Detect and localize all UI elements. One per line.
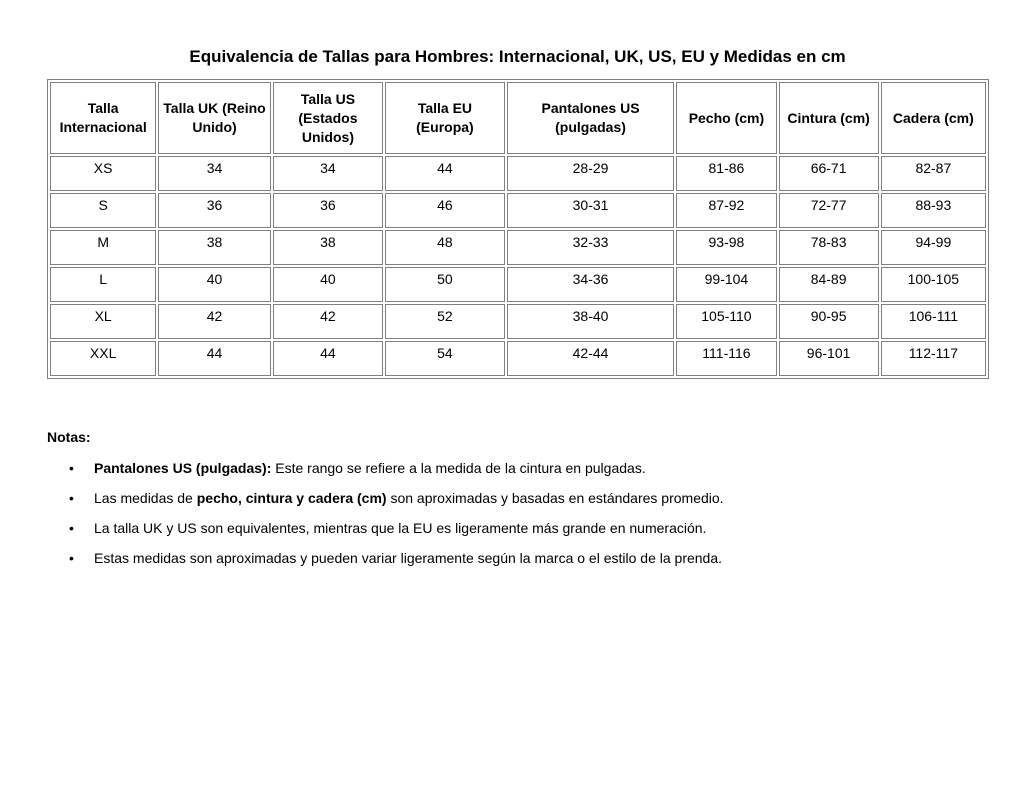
table-row: [50, 230, 986, 265]
table-cell: XXL: [50, 341, 156, 376]
table-cell: 94-99: [881, 230, 986, 265]
table-cell: 38: [158, 230, 270, 265]
page-title: Equivalencia de Tallas para Hombres: Internacional, UK, US, EU y Medidas en cm: [189, 47, 846, 66]
size-table: [47, 79, 989, 379]
table-cell: 105-110: [676, 304, 776, 339]
note-bold-text: pecho, cintura y cadera (cm): [196, 490, 387, 506]
table-cell: 32-33: [507, 230, 675, 265]
note-text: son aproximadas y basadas en estándares promedio.: [386, 490, 724, 506]
table-cell: 40: [158, 267, 270, 302]
table-cell: 78-83: [779, 230, 879, 265]
table-cell: 36: [273, 193, 383, 228]
note-text: La talla UK y US son equivalentes, mientras que la EU es ligeramente más grande en numeración.: [94, 520, 707, 536]
table-cell: 34: [273, 156, 383, 191]
table-cell: 87-92: [676, 193, 776, 228]
header-talla-internacional: Talla Internacional: [50, 82, 156, 154]
table-cell: 72-77: [779, 193, 879, 228]
header-cintura: Cintura (cm): [779, 82, 879, 154]
table-row: [50, 341, 986, 376]
table-cell: 46: [385, 193, 505, 228]
table-cell: L: [50, 267, 156, 302]
table-cell: 34-36: [507, 267, 675, 302]
table-cell: 42-44: [507, 341, 675, 376]
table-cell: 42: [273, 304, 383, 339]
table-cell: 36: [158, 193, 270, 228]
table-cell: 40: [273, 267, 383, 302]
list-item: [47, 459, 987, 489]
note-bold-text: Pantalones US (pulgadas):: [94, 460, 272, 476]
table-cell: 90-95: [779, 304, 879, 339]
table-cell: 42: [158, 304, 270, 339]
table-cell: S: [50, 193, 156, 228]
table-cell: 38: [273, 230, 383, 265]
list-item: [47, 549, 987, 579]
header-pecho: Pecho (cm): [676, 82, 776, 154]
bullet-icon: •: [69, 520, 74, 536]
note-text: Estas medidas son aproximadas y pueden variar ligeramente según la marca o el estilo de la prenda.: [94, 550, 723, 566]
table-cell: 34: [158, 156, 270, 191]
table-cell: 66-71: [779, 156, 879, 191]
table-cell: M: [50, 230, 156, 265]
table-cell: 93-98: [676, 230, 776, 265]
bullet-icon: •: [69, 460, 74, 476]
table-cell: 112-117: [881, 341, 986, 376]
table-cell: 48: [385, 230, 505, 265]
notes-title: Notas:: [47, 429, 91, 445]
header-cadera: Cadera (cm): [881, 82, 986, 154]
table-row: [50, 304, 986, 339]
table-cell: 54: [385, 341, 505, 376]
list-item: [47, 489, 987, 519]
table-row: [50, 193, 986, 228]
table-cell: 106-111: [881, 304, 986, 339]
bullet-icon: •: [69, 550, 74, 566]
table-row: [50, 156, 986, 191]
table-cell: 100-105: [881, 267, 986, 302]
notes-list: [47, 459, 987, 579]
header-talla-eu: Talla EU (Europa): [385, 82, 505, 154]
table-cell: 111-116: [676, 341, 776, 376]
note-text: Este rango se refiere a la medida de la cintura en pulgadas.: [271, 460, 646, 476]
table-cell: 82-87: [881, 156, 986, 191]
bullet-icon: •: [69, 490, 74, 506]
size-table-container: [47, 79, 989, 379]
table-cell: 30-31: [507, 193, 675, 228]
table-cell: XL: [50, 304, 156, 339]
table-cell: 96-101: [779, 341, 879, 376]
table-cell: 44: [385, 156, 505, 191]
table-cell: 99-104: [676, 267, 776, 302]
list-item: [47, 519, 987, 549]
table-cell: 81-86: [676, 156, 776, 191]
table-cell: 44: [158, 341, 270, 376]
table-cell: 50: [385, 267, 505, 302]
header-pantalones-us: Pantalones US (pulgadas): [507, 82, 675, 154]
table-header-row: [50, 82, 986, 154]
table-row: [50, 267, 986, 302]
table-cell: 38-40: [507, 304, 675, 339]
table-cell: XS: [50, 156, 156, 191]
table-cell: 52: [385, 304, 505, 339]
table-cell: 44: [273, 341, 383, 376]
header-talla-uk: Talla UK (Reino Unido): [158, 82, 270, 154]
table-cell: 84-89: [779, 267, 879, 302]
table-cell: 88-93: [881, 193, 986, 228]
note-text: Las medidas de: [94, 490, 197, 506]
table-cell: 28-29: [507, 156, 675, 191]
header-talla-us: Talla US (Estados Unidos): [273, 82, 383, 154]
